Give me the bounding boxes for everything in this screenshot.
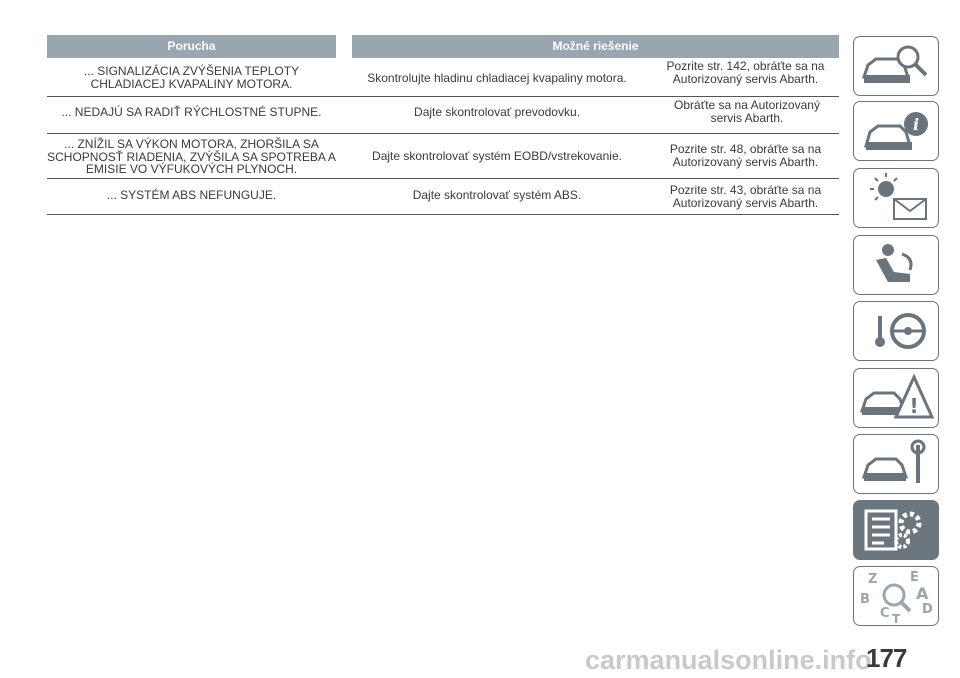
fault-cell: ... ZNÍŽIL SA VÝKON MOTORA, ZHORŠILA SA SCHOPNOSŤ RIADENIA, ZVÝŠILA SA SPOTREBA A EMISIE VO VÝFUKOVÝCH PLYNOCH.: [47, 137, 336, 176]
fault-cell: ... NEDAJÚ SA RADIŤ RÝCHLOSTNÉ STUPNE.: [61, 105, 322, 119]
check-cell: Dajte skontrolovať systém ABS.: [412, 188, 582, 202]
tab-car-search[interactable]: [853, 36, 939, 96]
tab-technical-data[interactable]: [853, 500, 939, 560]
key-steering-wheel-icon: [854, 302, 938, 360]
tab-breakdown[interactable]: [853, 368, 939, 428]
index-letter: D: [922, 602, 933, 617]
index-letter: A: [916, 584, 929, 603]
page-number: 177: [866, 643, 907, 673]
tab-key-steering[interactable]: [853, 301, 939, 361]
car-wrench-icon: [854, 435, 938, 493]
tab-warning-lights[interactable]: [853, 168, 939, 228]
table-row: [47, 97, 839, 134]
watermark: carmanualsonline.info: [585, 645, 872, 675]
tab-maintenance[interactable]: [853, 434, 939, 494]
index-letter: E: [910, 570, 919, 585]
index-letter: Z: [868, 572, 878, 587]
warning-light-message-icon: [854, 169, 938, 227]
check-cell: Skontrolujte hladinu chladiacej kvapaliny motora.: [367, 71, 627, 85]
check-cell: Dajte skontrolovať prevodovku.: [414, 105, 580, 119]
tab-seat-airbag[interactable]: [853, 235, 939, 295]
column-header-fault: Porucha: [47, 35, 336, 58]
check-cell: Dajte skontrolovať systém EOBD/vstrekovanie.: [372, 149, 622, 163]
index-letter: T: [892, 612, 901, 625]
index-letter: C: [880, 606, 890, 621]
tab-index[interactable]: [853, 566, 939, 626]
svg-text:i: i: [912, 115, 920, 134]
alphabetical-index-icon: [854, 567, 938, 625]
column-header-solution: Možné riešenie: [352, 35, 839, 58]
tab-car-info[interactable]: [853, 101, 939, 161]
table-row: [47, 58, 839, 97]
car-search-icon: [854, 37, 938, 95]
remedy-cell: Obráťte sa na Autorizovaný servis Abarth.: [674, 98, 820, 125]
table-row: [47, 179, 839, 215]
car-info-icon: [854, 102, 938, 160]
remedy-cell: Pozrite str. 43, obráťte sa na Autorizovaný servis Abarth.: [669, 183, 822, 210]
specs-gears-icon: [854, 501, 938, 559]
car-breakdown-triangle-icon: [854, 369, 938, 427]
fault-cell: ... SIGNALIZÁCIA ZVÝŠENIA TEPLOTY CHLADIACEJ KVAPALINY MOTORA.: [83, 64, 300, 91]
seat-airbag-icon: [854, 236, 938, 294]
remedy-cell: Pozrite str. 142, obráťte sa na Autorizovaný servis Abarth.: [666, 59, 825, 86]
fault-cell: ... SYSTÉM ABS NEFUNGUJE.: [106, 188, 277, 202]
remedy-cell: Pozrite str. 48, obráťte sa na Autorizovaný servis Abarth.: [669, 142, 822, 169]
table-row: [47, 134, 839, 179]
svg-text:!: !: [909, 394, 919, 418]
index-letter: B: [860, 592, 870, 607]
